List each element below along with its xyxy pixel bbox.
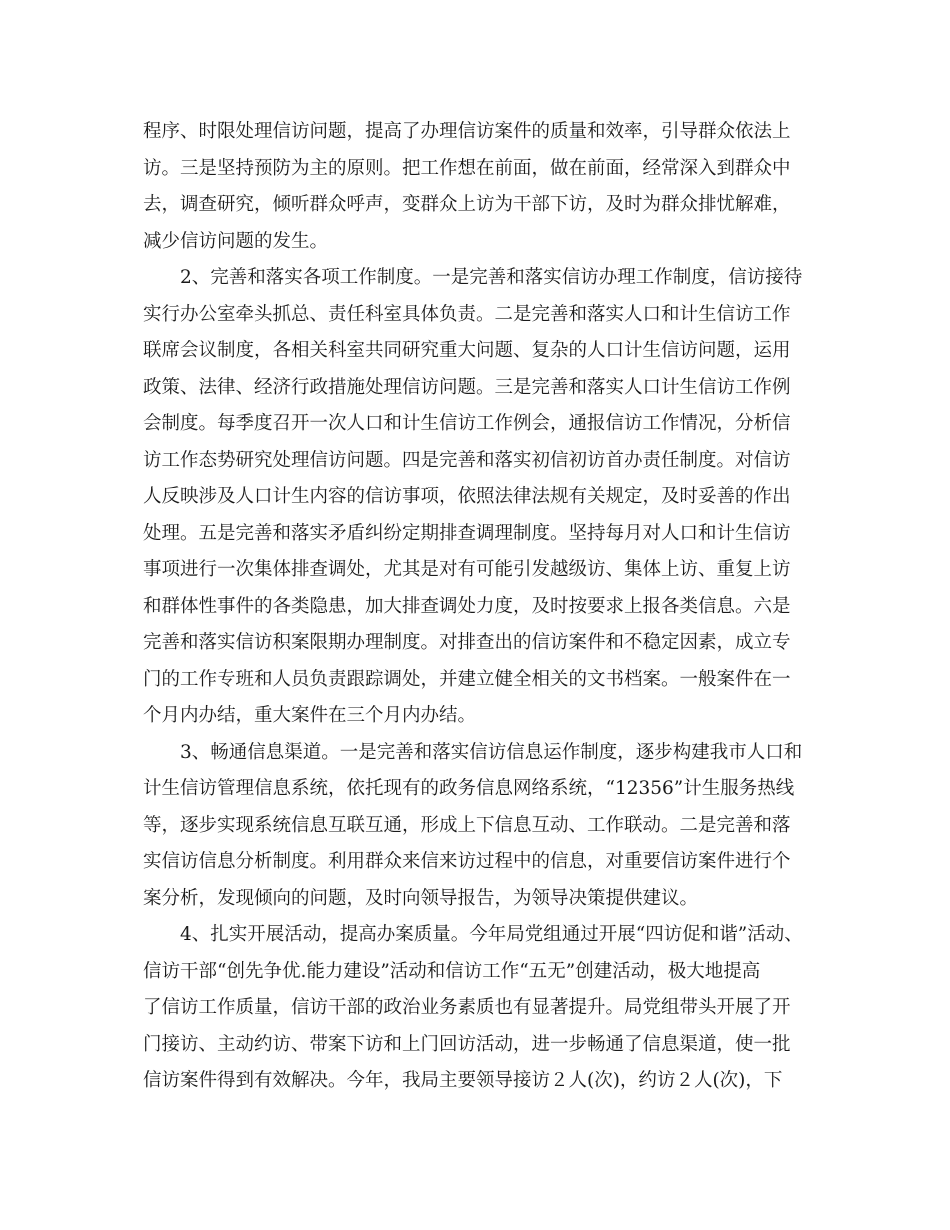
paragraph-first-line: 2、完善和落实各项工作制度。一是完善和落实信访办理工作制度，信访接待 (180, 267, 803, 288)
text-line: 程序、时限处理信访问题，提高了办理信访案件的质量和效率，引导群众依法上 (143, 121, 791, 142)
paragraph-first-line: 4、扎实开展活动，提高办案质量。今年局党组通过开展“四访促和谐”活动、 (180, 924, 803, 945)
text-line: 会制度。每季度召开一次人口和计生信访工作例会，通报信访工作情况，分析信 (143, 413, 791, 434)
text-line: 门的工作专班和人员负责跟踪调处，并建立健全相关的文书档案。一般案件在一 (143, 668, 791, 690)
text-line: 信访案件得到有效解决。今年，我局主要领导接访２人(次)，约访２人(次)，下 (143, 1070, 783, 1091)
text-line: 实行办公室牵头抓总、责任科室具体负责。二是完善和落实人口和计生信访工作 (143, 303, 791, 325)
text-line: 和群体性事件的各类隐患，加大排查调处力度，及时按要求上报各类信息。六是 (143, 595, 791, 617)
text-line: 处理。五是完善和落实矛盾纠纷定期排查调理制度。坚持每月对人口和计生信访 (143, 522, 791, 544)
text-line: 门接访、主动约访、带案下访和上门回访活动，进一步畅通了信息渠道，使一批 (143, 1033, 791, 1055)
text-line: 完善和落实信访积案限期办理制度。对排查出的信访案件和不稳定因素，成立专 (143, 632, 791, 653)
document-body (143, 114, 829, 1100)
text-line: 计生信访管理信息系统，依托现有的政务信息网络系统，“12356”计生服务热线 (143, 778, 795, 799)
text-line: 减少信访问题的发生。 (143, 230, 329, 252)
text-line: 人反映涉及人口计生内容的信访事项，依照法律法规有关规定，及时妥善的作出 (143, 486, 791, 507)
text-line: 个月内办结，重大案件在三个月内办结。 (143, 705, 477, 726)
text-line: 案分析，发现倾向的问题，及时向领导报告，为领导决策提供建议。 (143, 887, 699, 909)
text-line: 访。三是坚持预防为主的原则。把工作想在前面，做在前面，经常深入到群众中 (143, 157, 791, 179)
text-line: 信访干部“创先争优.能力建设”活动和信访工作“五无”创建活动，极大地提高 (143, 960, 761, 982)
text-line: 访工作态势研究处理信访问题。四是完善和落实初信初访首办责任制度。对信访 (143, 449, 791, 471)
text-line: 了信访工作质量，信访干部的政治业务素质也有显著提升。局党组带头开展了开 (143, 997, 791, 1018)
text-line: 政策、法律、经济行政措施处理信访问题。三是完善和落实人口计生信访工作例 (143, 376, 791, 398)
text-line: 事项进行一次集体排查调处，尤其是对有可能引发越级访、集体上访、重复上访 (143, 559, 791, 580)
paragraph-first-line: 3、畅通信息渠道。一是完善和落实信访信息运作制度，逐步构建我市人口和 (180, 741, 803, 763)
text-line: 等，逐步实现系统信息互联互通，形成上下信息互动、工作联动。二是完善和落 (143, 814, 791, 836)
text-line: 联席会议制度，各相关科室共同研究重大问题、复杂的人口计生信访问题，运用 (143, 340, 791, 361)
text-line: 实信访信息分析制度。利用群众来信来访过程中的信息，对重要信访案件进行个 (143, 851, 791, 872)
text-line: 去，调查研究，倾听群众呼声，变群众上访为干部下访，及时为群众排忧解难， (143, 194, 791, 215)
